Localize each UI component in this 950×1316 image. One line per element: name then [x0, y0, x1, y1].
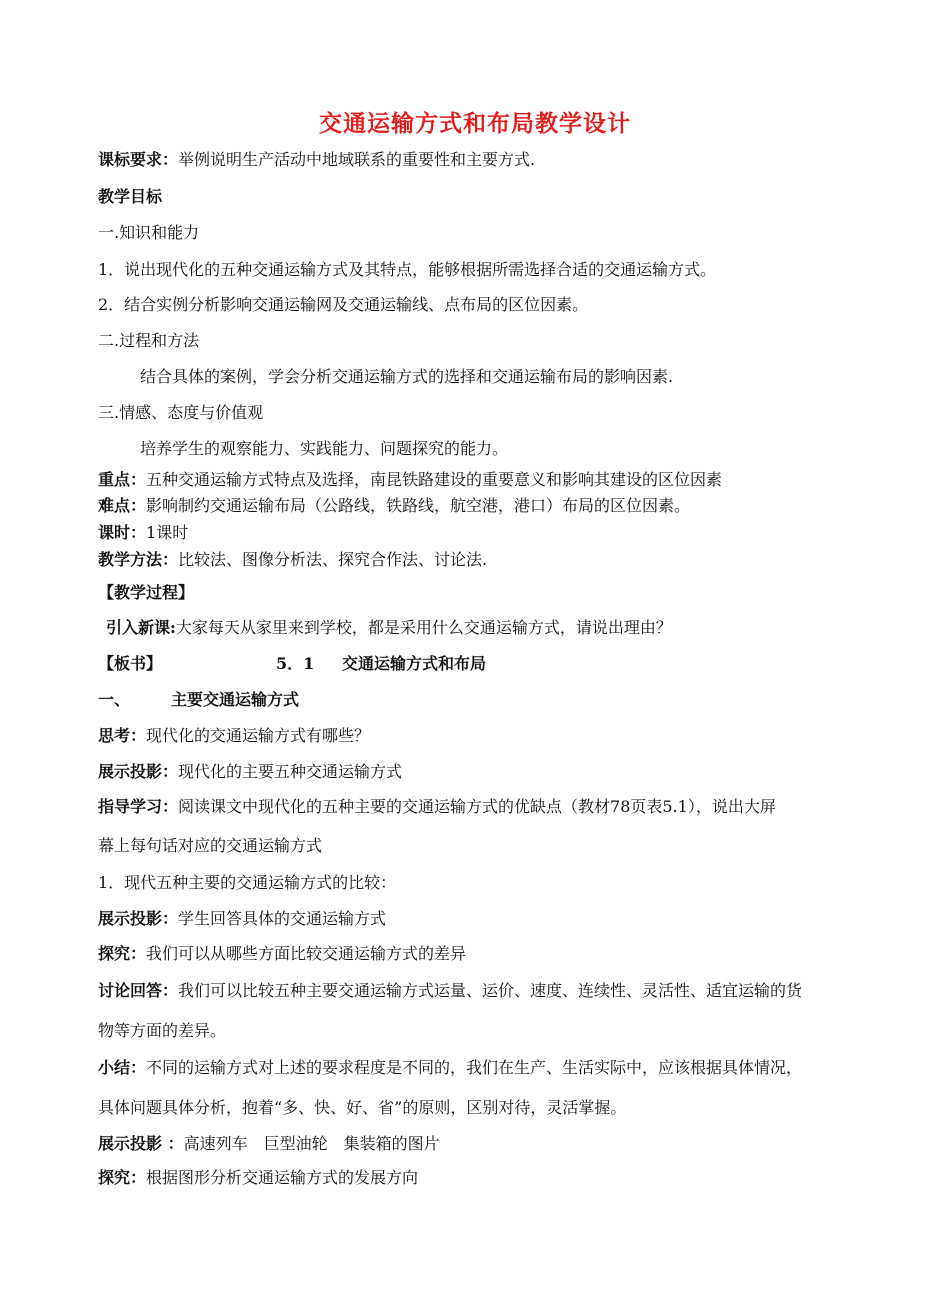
explore-1 — [98, 944, 466, 964]
class-hours — [98, 523, 188, 543]
guided-study-text-2: 幕上每句话对应的交通运输方式 — [98, 836, 323, 855]
heading-1-number: 一、 — [98, 690, 131, 709]
summary-text-2: 具体问题具体分析，抱着“多、快、好、省”的原则，区别对待，灵活掌握。 — [98, 1098, 627, 1117]
curriculum-requirement-label: 课标要求： — [98, 150, 179, 169]
discussion-text-2: 物等方面的差异。 — [98, 1021, 227, 1040]
lesson-intro-label: 引入新课: — [106, 618, 176, 637]
summary-label: 小结： — [98, 1058, 147, 1077]
emotion-values-text: 培养学生的观察能力、实践能力、问题探究的能力。 — [140, 439, 509, 458]
teaching-methods — [98, 550, 487, 570]
class-hours-text: 1课时 — [146, 523, 189, 542]
projection-3-label: 展示投影 ： — [98, 1134, 184, 1153]
think-label: 思考： — [98, 726, 147, 745]
lesson-intro — [106, 618, 672, 638]
explore-1-text: 我们可以从哪些方面比较交通运输方式的差异 — [146, 944, 467, 963]
curriculum-requirement-text: 举例说明生产活动中地域联系的重要性和主要方式. — [178, 150, 536, 169]
projection-2-label: 展示投影： — [98, 909, 179, 928]
objective-item-1: 1．说出现代化的五种交通运输方式及其特点，能够根据所需选择合适的交通运输方式。 — [98, 260, 717, 279]
guided-study — [98, 797, 776, 817]
projection-1-label: 展示投影： — [98, 762, 179, 781]
projection-2-text: 学生回答具体的交通运输方式 — [178, 909, 387, 928]
guided-study-text-1: 阅读课文中现代化的五种主要的交通运输方式的优缺点（教材78页表5.1），说出大屏 — [178, 797, 776, 816]
projection-3-text: 高速列车 巨型油轮 集装箱的图片 — [183, 1134, 440, 1153]
lesson-intro-text: 大家每天从家里来到学校，都是采用什么交通运输方式，请说出理由？ — [175, 618, 672, 637]
comparison-item: 1．现代五种主要的交通运输方式的比较： — [98, 873, 397, 892]
blackboard-label: 【板书】 — [98, 654, 163, 673]
think-text: 现代化的交通运输方式有哪些？ — [146, 726, 371, 745]
projection-1-text: 现代化的主要五种交通运输方式 — [178, 762, 403, 781]
section-process-method: 二.过程和方法 — [98, 331, 200, 350]
projection-3 — [98, 1134, 440, 1154]
think-question — [98, 726, 370, 746]
explore-2 — [98, 1168, 418, 1188]
class-hours-label: 课时： — [98, 523, 147, 542]
section-emotion-values: 三.情感、态度与价值观 — [98, 403, 264, 422]
key-points-label: 重点： — [98, 470, 147, 489]
process-method-text: 结合具体的案例，学会分析交通运输方式的选择和交通运输布局的影响因素. — [140, 367, 674, 386]
explore-2-label: 探究： — [98, 1168, 147, 1187]
blackboard-section-number: 5．1 — [276, 654, 315, 673]
explore-1-label: 探究： — [98, 944, 147, 963]
heading-1-title: 主要交通运输方式 — [171, 690, 300, 709]
projection-1 — [98, 762, 402, 782]
explore-2-text: 根据图形分析交通运输方式的发展方向 — [146, 1168, 419, 1187]
document-title: 交通运输方式和布局教学设计 — [319, 110, 631, 137]
difficult-points — [98, 496, 690, 516]
section-knowledge-ability: 一.知识和能力 — [98, 223, 200, 242]
objective-item-2: 2．结合实例分析影响交通运输网及交通运输线、点布局的区位因素。 — [98, 295, 589, 314]
discussion-answer — [98, 981, 802, 1001]
key-points-text: 五种交通运输方式特点及选择，南昆铁路建设的重要意义和影响其建设的区位因素 — [146, 470, 723, 489]
teaching-methods-label: 教学方法： — [98, 550, 179, 569]
blackboard-section-title: 交通运输方式和布局 — [342, 654, 487, 673]
difficult-points-text: 影响制约交通运输布局（公路线，铁路线，航空港，港口）布局的区位因素。 — [146, 496, 691, 515]
curriculum-requirement — [98, 150, 535, 170]
discussion-text-1: 我们可以比较五种主要交通运输方式运量、运价、速度、连续性、灵活性、适宜运输的货 — [178, 981, 803, 1000]
summary-text-1: 不同的运输方式对上述的要求程度是不同的，我们在生产、生活实际中，应该根据具体情况， — [146, 1058, 803, 1077]
summary — [98, 1058, 802, 1078]
guided-study-label: 指导学习： — [98, 797, 179, 816]
discussion-label: 讨论回答： — [98, 981, 179, 1000]
key-points — [98, 470, 722, 490]
difficult-points-label: 难点： — [98, 496, 147, 515]
teaching-objectives-heading: 教学目标 — [98, 187, 163, 206]
projection-2 — [98, 909, 386, 929]
teaching-methods-text: 比较法、图像分析法、探究合作法、讨论法. — [178, 550, 488, 569]
teaching-process-heading: 【教学过程】 — [98, 583, 195, 602]
